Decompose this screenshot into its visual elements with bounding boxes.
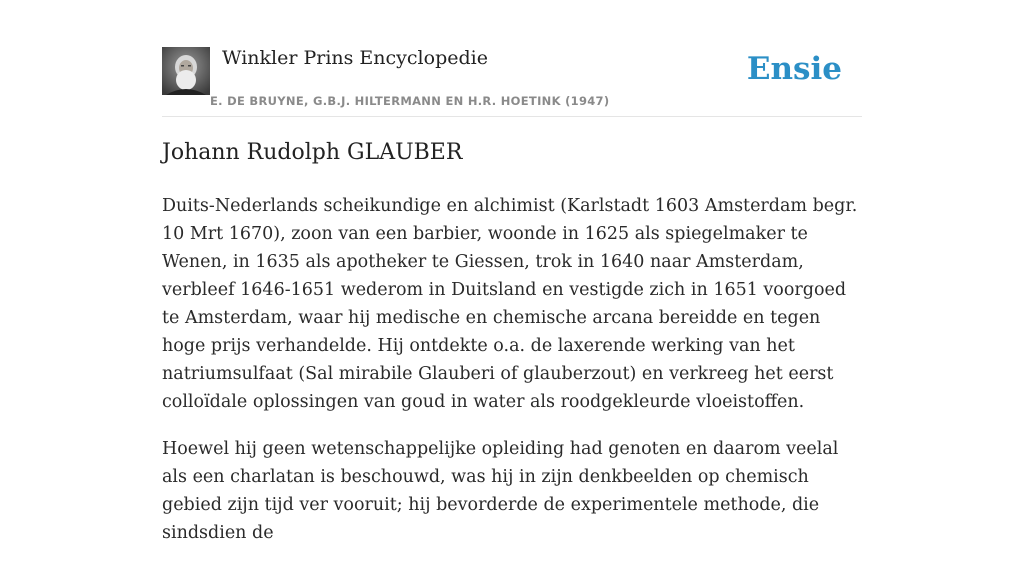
site-title[interactable]: Winkler Prins Encyclopedie bbox=[222, 47, 488, 69]
ensie-logo[interactable]: Ensie bbox=[746, 51, 842, 87]
author-portrait-image bbox=[162, 47, 210, 95]
site-header bbox=[162, 44, 862, 117]
author-avatar bbox=[162, 47, 210, 95]
authors-subtitle: E. DE BRUYNE, G.B.J. HILTERMANN EN H.R. HOETINK (1947) bbox=[210, 94, 610, 108]
article-paragraph: Hoewel hij geen wetenschappelijke opleiding had genoten en daarom veelal als een charlatan is beschouwd, was hij in zijn denkbeelden op chemisch gebied zijn tijd ver vooruit; hij bevorderde de experimentele methode, die sindsdien de bbox=[162, 439, 839, 543]
article-title: Johann Rudolph GLAUBER bbox=[162, 140, 463, 165]
article-body bbox=[162, 192, 862, 566]
article-paragraph: Duits-Nederlands scheikundige en alchimist (Karlstadt 1603 Amsterdam begr. 10 Mrt 1670), zoon van een barbier, woonde in 1625 als spiegelmaker te Wenen, in 1635 als apotheker te Giessen, trok in 1640 naar Amsterdam, verbleef 1646-1651 wederom in Duitsland en vestigde zich in 1651 voorgoed te Amsterdam, waar hij medische en chemische arcana bereidde en tegen hoge prijs verhandelde. Hij ontdekte o.a. de laxerende werking van het natriumsulfaat (Sal mirabile Glauberi of glauberzout) en verkreeg het eerst colloïdale oplossingen van goud in water als roodgekleurde vloeistoffen. bbox=[162, 196, 858, 412]
